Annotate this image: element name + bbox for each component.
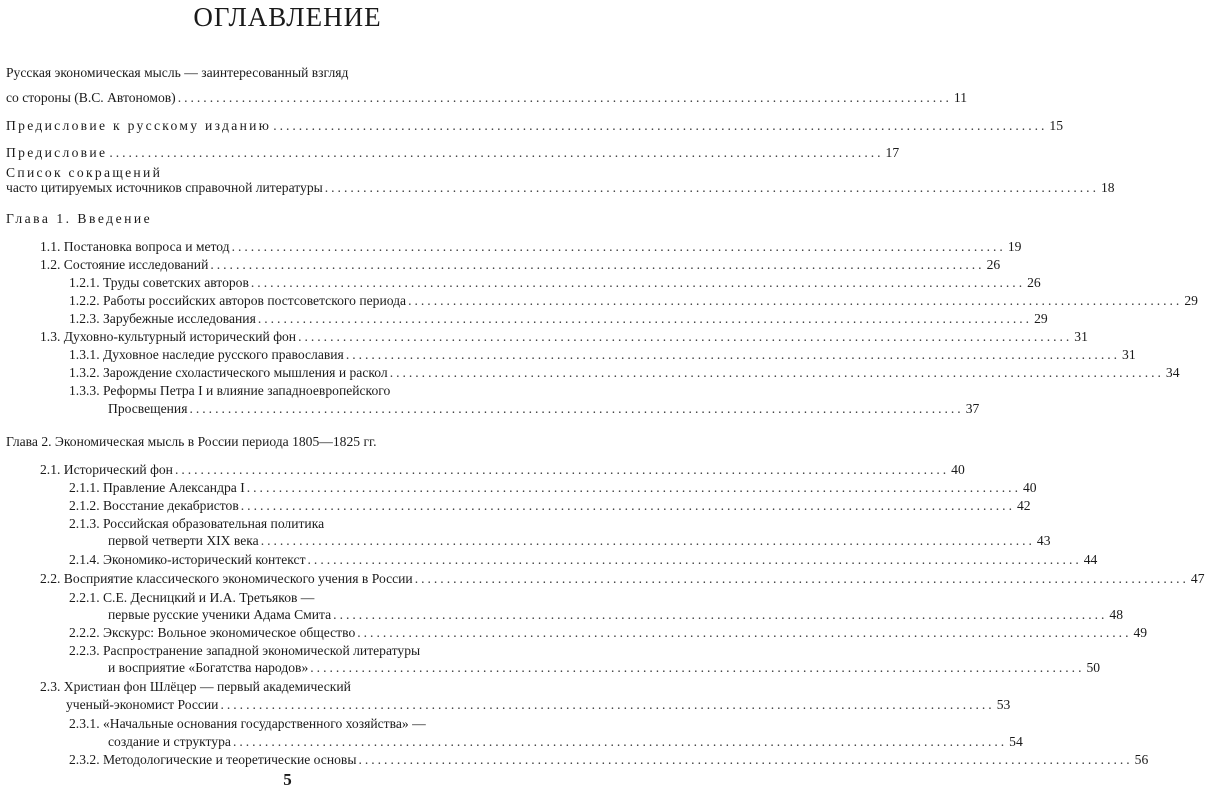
toc-entry-text: 1.2.2. Работы российских авторов постсоветского периода (69, 293, 407, 308)
leader-dots: ......................................................................................................................... (357, 625, 1132, 640)
toc-entry-text: Предисловие (6, 145, 108, 160)
leader-dots: ......................................................................................................................... (189, 401, 964, 416)
toc-page-number: 26 (1027, 275, 1041, 290)
toc-entry[interactable] (40, 256, 1001, 273)
toc-entry-text: 1.1. Постановка вопроса и метод (40, 239, 230, 254)
toc-entry[interactable] (69, 751, 1149, 768)
toc-entry-text: 2.2.2. Экскурс: Вольное экономическое общество (69, 625, 356, 640)
leader-dots: ......................................................................................................................... (109, 145, 884, 160)
leader-dots: ......................................................................................................................... (273, 118, 1048, 133)
leader-dots: ......................................................................................................................... (232, 734, 1008, 749)
toc-entry[interactable] (69, 310, 1048, 327)
toc-page-number: 29 (1184, 293, 1198, 308)
toc-entry-text: ученый-экономист России (66, 697, 219, 712)
toc-entry-text: создание и структура (108, 734, 231, 749)
toc-entry[interactable] (6, 144, 900, 161)
toc-entry-text: Просвещения (108, 401, 188, 416)
toc-entry[interactable] (69, 497, 1031, 514)
toc-page-number: 26 (986, 257, 1001, 272)
leader-dots: ......................................................................................................................... (231, 239, 1006, 254)
toc-entry (69, 642, 420, 659)
toc-page-number: 44 (1083, 552, 1098, 567)
chapter-heading[interactable] (6, 210, 152, 227)
toc-entry-text: 1.2. Состояние исследований (40, 257, 209, 272)
toc-entry-text: 1.2.3. Зарубежные исследования (69, 311, 256, 326)
toc-page-number: 56 (1134, 752, 1149, 767)
leader-dots: ......................................................................................................................... (345, 347, 1121, 362)
toc-entry[interactable] (69, 624, 1148, 641)
toc-entry[interactable] (108, 532, 1051, 549)
toc-page-number: 29 (1034, 311, 1048, 326)
toc-entry-text: 2.3.2. Методологические и теоретические основы (69, 752, 357, 767)
toc-page-number: 47 (1190, 571, 1205, 586)
toc-entry[interactable] (40, 328, 1088, 345)
toc-page-number: 40 (951, 462, 965, 477)
toc-entry[interactable] (6, 179, 1115, 196)
toc-entry-text: Предисловие к русскому изданию (6, 118, 272, 133)
leader-dots: ......................................................................................................................... (310, 660, 1085, 675)
toc-entry-text: со стороны (В.С. Автономов) (6, 90, 176, 105)
page-title: ОГЛАВЛЕНИЕ (193, 2, 382, 32)
toc-entry-text: 2.1.4. Экономико-исторический контекст (69, 552, 306, 567)
toc-page-number: 50 (1086, 660, 1101, 675)
toc-entry (69, 589, 314, 606)
toc-page-number: 15 (1049, 118, 1063, 133)
toc-entry[interactable] (69, 364, 1180, 381)
toc-page-number: 31 (1122, 347, 1136, 362)
toc-entry (69, 382, 390, 399)
toc-page-number: 18 (1100, 180, 1115, 195)
chapter-heading[interactable] (6, 433, 376, 450)
leader-dots: ......................................................................................................................... (246, 480, 1021, 495)
toc-page-number: 34 (1165, 365, 1180, 380)
leader-dots: ......................................................................................................................... (260, 533, 1035, 548)
leader-dots: ......................................................................................................................... (333, 607, 1108, 622)
toc-entry-text: 1.2.1. Труды советских авторов (69, 275, 249, 290)
leader-dots: ......................................................................................................................... (240, 498, 1015, 513)
toc-entry-text: 2.1.3. Российская образовательная политика (69, 516, 325, 531)
toc-entry (40, 678, 351, 695)
toc-entry[interactable] (69, 292, 1198, 309)
leader-dots: ......................................................................................................................... (177, 90, 952, 105)
toc-page-number: 48 (1109, 607, 1123, 622)
toc-entry[interactable] (40, 570, 1205, 587)
chapter-heading-text: Глава 1. Введение (6, 211, 153, 226)
toc-entry (69, 515, 324, 532)
toc-entry[interactable] (66, 696, 1011, 713)
toc-entry[interactable] (69, 346, 1136, 363)
leader-dots: ......................................................................................................................... (174, 462, 950, 477)
toc-entry-text: 1.3.3. Реформы Петра I и влияние западноевропейского (69, 383, 391, 398)
toc-entry[interactable] (108, 400, 980, 417)
toc-entry-text: и восприятие «Богатства народов» (108, 660, 309, 675)
toc-entry-text: 2.2. Восприятие классического экономического учения в России (40, 571, 413, 586)
toc-entry-text: 1.3.2. Зарождение схоластического мышления и раскол (69, 365, 388, 380)
toc-entry[interactable] (6, 89, 968, 106)
leader-dots: ......................................................................................................................... (298, 329, 1073, 344)
toc-page-number: 54 (1009, 734, 1023, 749)
toc-page-number: 37 (965, 401, 980, 416)
toc-entry[interactable] (40, 461, 965, 478)
toc-entry[interactable] (69, 479, 1037, 496)
toc-page-number: 49 (1133, 625, 1148, 640)
toc-entry-text: 2.3.1. «Начальные основания государственного хозяйства» — (69, 716, 426, 731)
chapter-heading-text: Глава 2. Экономическая мысль в России периода 1805—1825 гг. (6, 434, 377, 449)
toc-page-number: 17 (885, 145, 900, 160)
toc-page-number: 31 (1074, 329, 1088, 344)
leader-dots: ......................................................................................................................... (257, 311, 1033, 326)
toc-entry-text: 2.1.2. Восстание декабристов (69, 498, 239, 513)
leader-dots: ......................................................................................................................... (324, 180, 1099, 195)
toc-entry[interactable] (69, 551, 1098, 568)
toc-page-number: 19 (1007, 239, 1022, 254)
toc-entry-text: первой четверти XIX века (108, 533, 259, 548)
toc-entry-text: часто цитируемых источников справочной литературы (6, 180, 323, 195)
toc-entry-text: 2.2.1. С.Е. Десницкий и И.А. Третьяков — (69, 590, 315, 605)
leader-dots: ......................................................................................................................... (250, 275, 1026, 290)
toc-entry-text: Список сокращений (6, 165, 163, 180)
leader-dots: ......................................................................................................................... (210, 257, 985, 272)
toc-entry[interactable] (108, 733, 1023, 750)
toc-entry-text: 2.1.1. Правление Александра I (69, 480, 245, 495)
toc-entry-text: 2.2.3. Распространение западной экономической литературы (69, 643, 421, 658)
toc-entry-text: Русская экономическая мысль — заинтересованный взгляд (6, 65, 349, 80)
toc-entry-text: 2.3. Христиан фон Шлёцер — первый академический (40, 679, 351, 694)
leader-dots: ......................................................................................................................... (389, 365, 1164, 380)
toc-page-number: 53 (996, 697, 1011, 712)
toc-page-number: 43 (1036, 533, 1051, 548)
leader-dots: ......................................................................................................................... (414, 571, 1189, 586)
toc-entry-text: 1.3. Духовно-культурный исторический фон (40, 329, 297, 344)
leader-dots: ......................................................................................................................... (408, 293, 1183, 308)
toc-entry[interactable] (6, 117, 1063, 134)
leader-dots: ......................................................................................................................... (220, 697, 995, 712)
toc-entry[interactable] (108, 659, 1101, 676)
toc-page-number: 42 (1016, 498, 1031, 513)
toc-page-number: 11 (953, 90, 968, 105)
toc-entry[interactable] (108, 606, 1123, 623)
leader-dots: ......................................................................................................................... (358, 752, 1133, 767)
toc-entry[interactable] (40, 238, 1022, 255)
toc-entry (69, 715, 426, 732)
toc-page-number: 40 (1022, 480, 1037, 495)
toc-entry[interactable] (69, 274, 1041, 291)
page-number-footer: 5 (283, 770, 292, 789)
leader-dots: ......................................................................................................................... (307, 552, 1082, 567)
toc-entry-text: первые русские ученики Адама Смита (108, 607, 332, 622)
toc-entry (6, 64, 348, 81)
toc-entry-text: 2.1. Исторический фон (40, 462, 173, 477)
toc-entry-text: 1.3.1. Духовное наследие русского православия (69, 347, 344, 362)
